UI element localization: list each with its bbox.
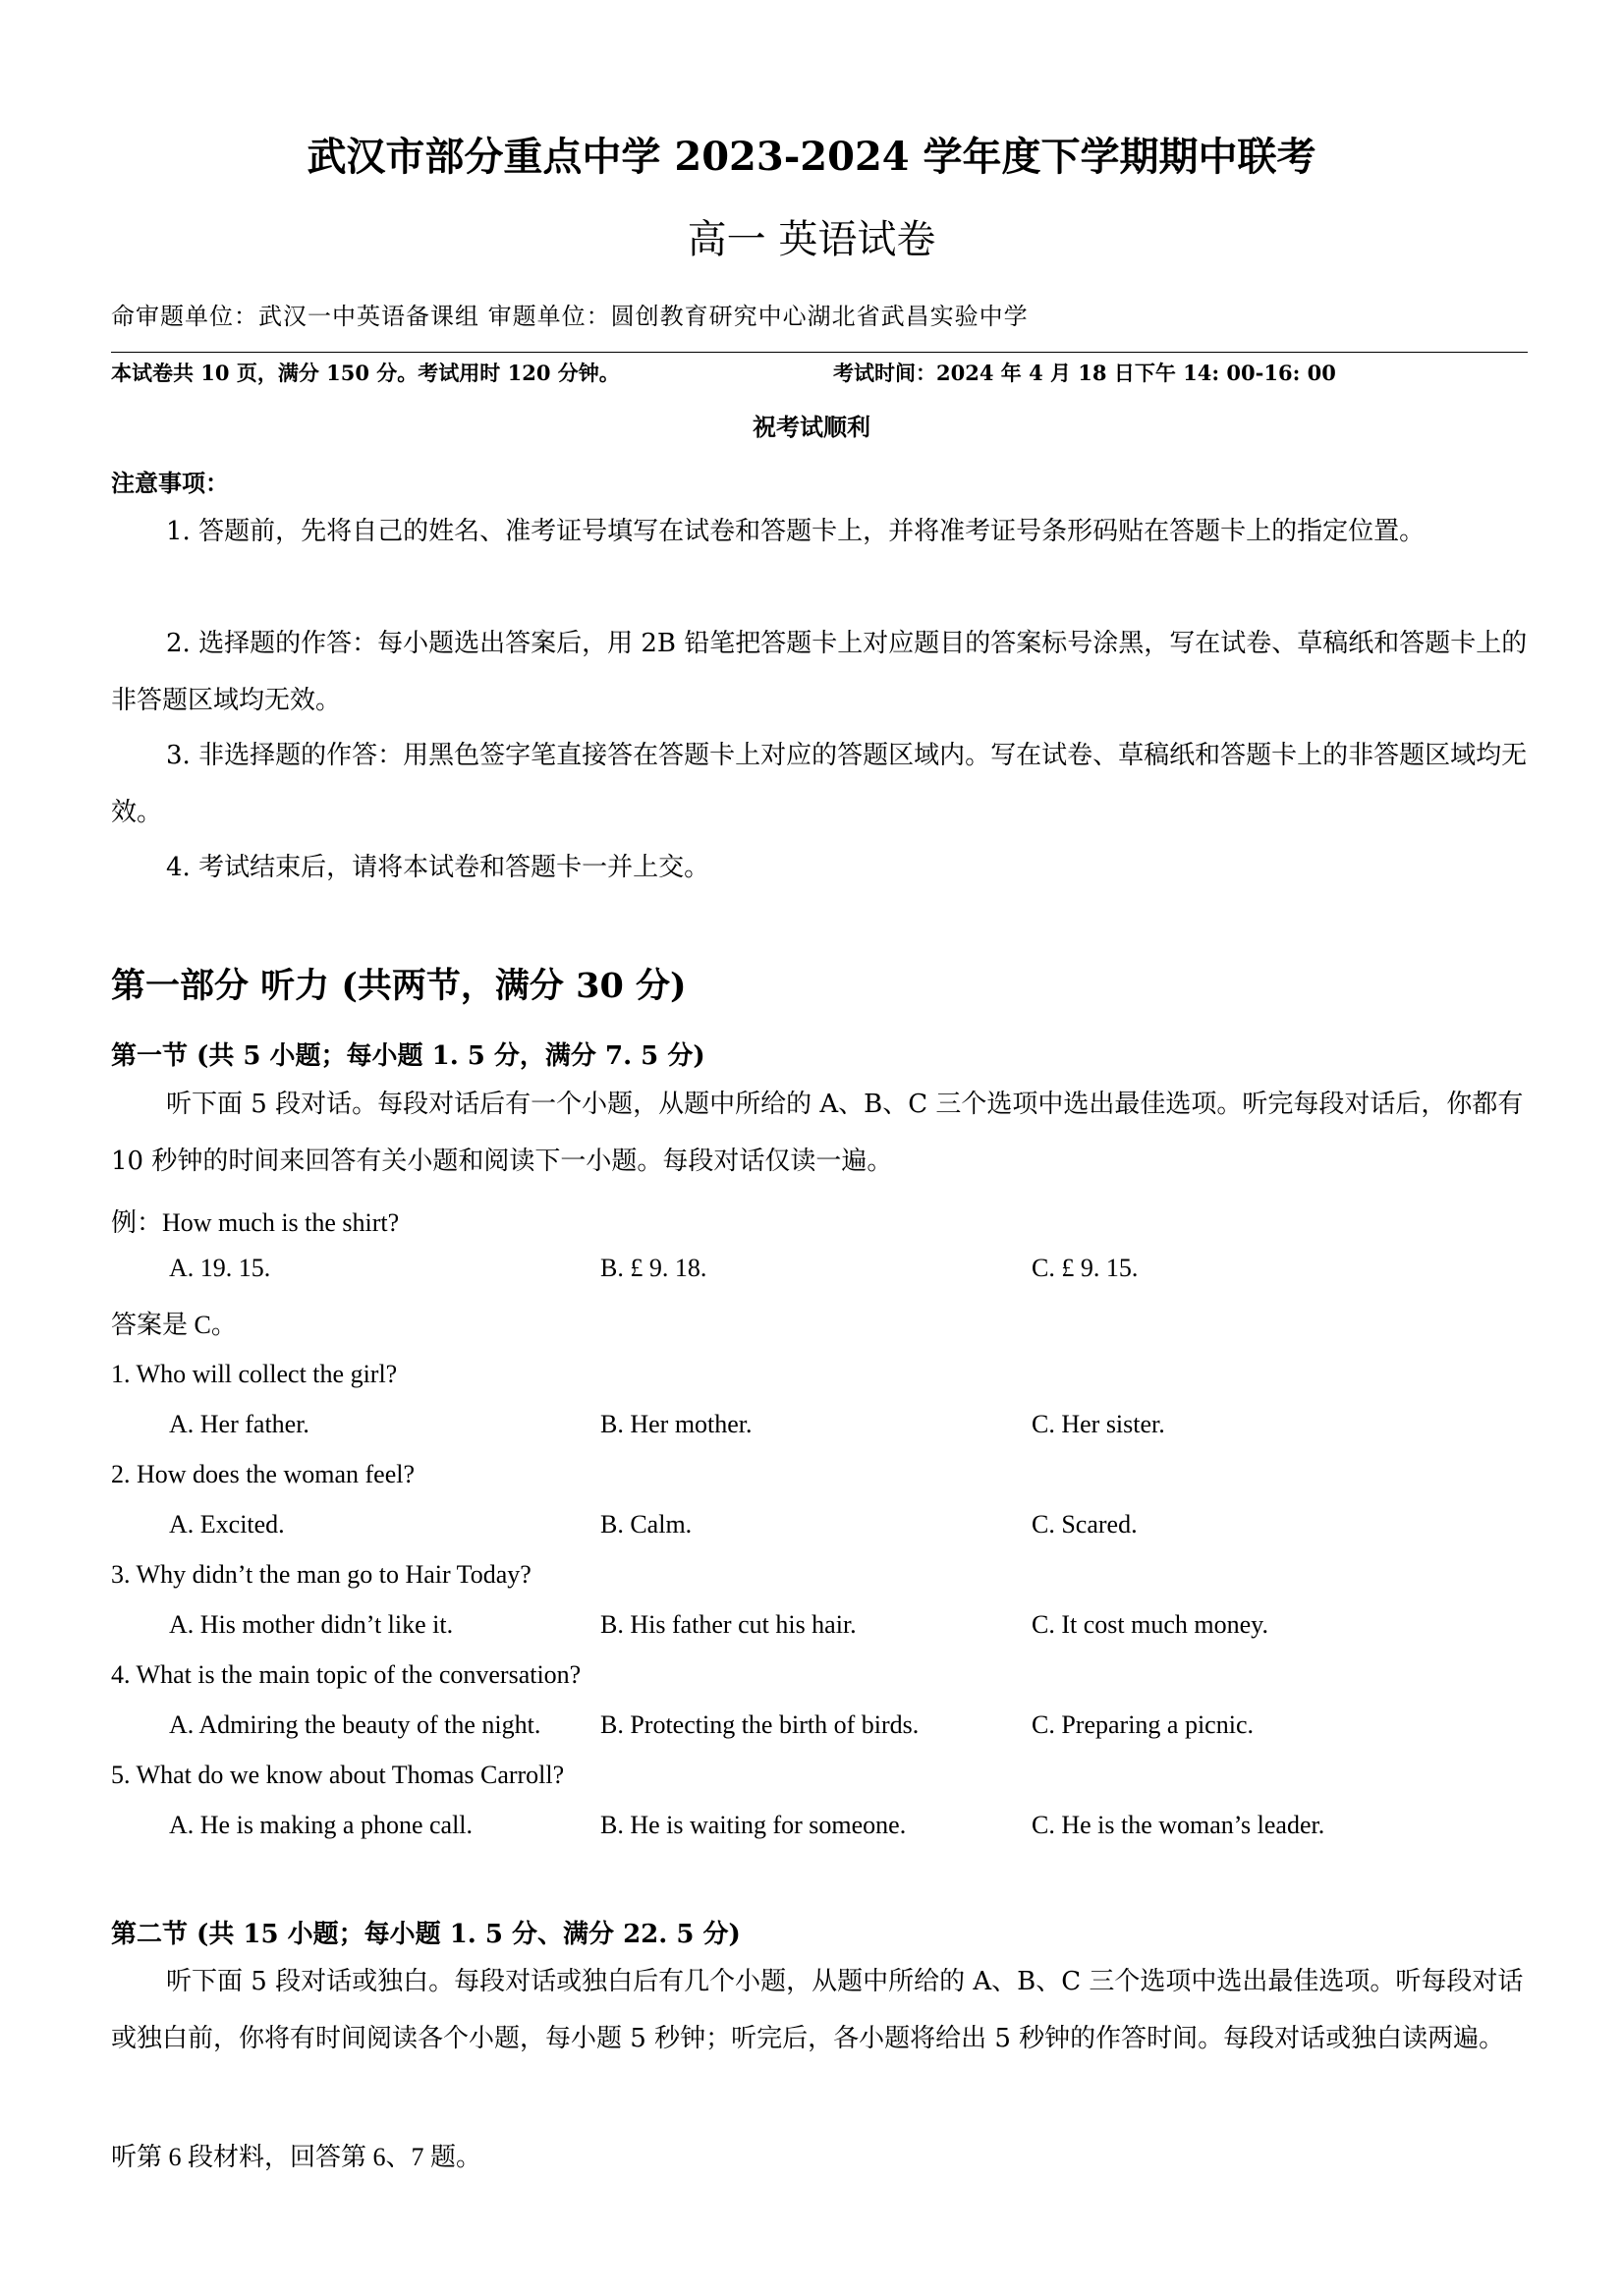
part-1-title: 第一部分 听力 (共两节，满分 30 分) [111,966,687,1006]
exam-subtitle: 高一 英语试卷 [687,217,936,262]
example-option-b: B. £ 9. 18. [600,1254,707,1282]
question-2-option-a: A. Excited. [169,1510,285,1539]
question-2: 2. How does the woman feel? [111,1460,416,1488]
exam-title: 武汉市部分重点中学 2023-2024 学年度下学期期中联考 [307,134,1316,180]
question-5-option-a: A. He is making a phone call. [169,1811,474,1839]
question-1-option-b: B. Her mother. [600,1410,753,1438]
question-4-option-c: C. Preparing a picnic. [1032,1710,1254,1739]
example-answer: 答案是 C。 [111,1311,237,1339]
question-3-option-b: B. His father cut his hair. [600,1610,857,1639]
question-3-option-c: C. It cost much money. [1032,1610,1268,1639]
example-option-a: A. 19. 15. [169,1254,271,1282]
question-5: 5. What do we know about Thomas Carroll? [111,1761,565,1789]
question-1: 1. Who will collect the girl? [111,1360,398,1388]
exam-info-right: 考试时间：2024 年 4 月 18 日下午 14: 00-16: 00 [833,361,1336,385]
note-item-3: 3. 非选择题的作答：用黑色签字笔直接答在答题卡上对应的答题区域内。写在试卷、草稿纸和答题卡上的非答题区域均无效。 [111,741,1528,827]
notes-heading: 注意事项： [111,469,229,497]
question-4-option-b: B. Protecting the birth of birds. [600,1710,920,1739]
question-5-option-b: B. He is waiting for someone. [600,1811,907,1839]
question-1-option-c: C. Her sister. [1032,1410,1165,1438]
question-1-option-a: A. Her father. [169,1410,309,1438]
note-item-2: 2. 选择题的作答：每小题选出答案后，用 2B 铅笔把答题卡上对应题目的答案标号涂黑，写在试卷、草稿纸和答题卡上的非答题区域均无效。 [111,629,1528,715]
example-option-c: C. £ 9. 15. [1032,1254,1139,1282]
question-3: 3. Why didn’t the man go to Hair Today? [111,1560,532,1589]
good-luck-text: 祝考试顺利 [753,413,870,441]
section-1-instructions: 听下面 5 段对话。每段对话后有一个小题，从题中所给的 A、B、C 三个选项中选出最佳选项。听完每段对话后，你都有 10 秒钟的时间来回答有关小题和阅读下一小题。每段对话仅读一遍。 [111,1090,1524,1176]
setters-line: 命审题单位：武汉一中英语备课组 审题单位：圆创教育研究中心湖北省武昌实验中学 [111,303,1029,330]
exam-info-left: 本试卷共 10 页，满分 150 分。考试用时 120 分钟。 [111,361,620,385]
section-1-title: 第一节 (共 5 小题；每小题 1. 5 分，满分 7. 5 分) [111,1041,705,1071]
section-2-title: 第二节 (共 15 小题；每小题 1. 5 分、满分 22. 5 分) [111,1920,741,1949]
question-3-option-a: A. His mother didn’t like it. [169,1610,454,1639]
question-2-option-c: C. Scared. [1032,1510,1138,1539]
question-4: 4. What is the main topic of the conversation? [111,1660,582,1689]
material-6-note: 听第 6 段材料，回答第 6、7 题。 [111,2143,482,2171]
question-2-option-b: B. Calm. [600,1510,693,1539]
example-question: 例：How much is the shirt? [111,1208,400,1237]
note-item-1: 1. 答题前，先将自己的姓名、准考证号填写在试卷和答题卡上，并将准考证号条形码贴在答题卡上的指定位置。 [166,517,1426,546]
note-item-4: 4. 考试结束后，请将本试卷和答题卡一并上交。 [166,853,710,882]
question-5-option-c: C. He is the woman’s leader. [1032,1811,1325,1839]
header-divider [111,352,1528,353]
section-2-instructions: 听下面 5 段对话或独白。每段对话或独白后有几个小题，从题中所给的 A、B、C 三个选项中选出最佳选项。听每段对话或独白前，你将有时间阅读各个小题，每小题 5 秒钟；听完后，各小题将给出 5 秒钟的作答时间。每段对话或独白读两遍。 [111,1967,1524,2053]
question-4-option-a: A. Admiring the beauty of the night. [169,1710,541,1739]
